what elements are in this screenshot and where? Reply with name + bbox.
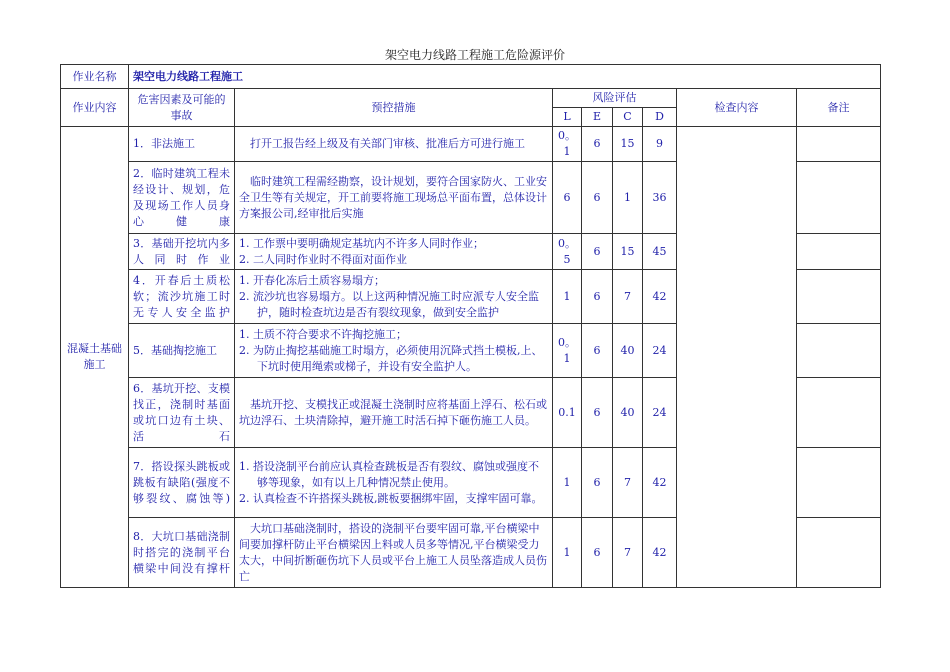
- risk-e-value: 6: [582, 162, 613, 234]
- risk-d-value: 9: [643, 127, 677, 162]
- measure-line: 2. 为防止掏挖基础施工时塌方，必须使用沉降式挡土模板,上、下坑时使用绳索或梯子，并设有安全监护人。: [239, 343, 543, 373]
- risk-l-value: 0.1: [553, 378, 582, 448]
- remark-cell: [797, 324, 881, 378]
- risk-l-value: 0。1: [553, 127, 582, 162]
- risk-d-value: 45: [643, 234, 677, 270]
- header-remark: 备注: [797, 89, 881, 127]
- hazard-cell: 8．大坑口基础浇制时搭完的浇制平台横梁中间没有撑杆: [129, 518, 235, 588]
- risk-d-value: 42: [643, 448, 677, 518]
- risk-l-value: 6: [553, 162, 582, 234]
- hazard-cell: 7．搭设探头跳板或跳板有缺陷(强度不够裂纹、腐蚀等): [129, 448, 235, 518]
- risk-c-value: 7: [613, 448, 643, 518]
- measures-cell: [235, 378, 553, 448]
- measures-cell: [235, 448, 553, 518]
- measure-line: 2. 流沙坑也容易塌方。以上这两种情况施工时应派专人安全监护，随时检查坑边是否有裂纹现象，做到安全监护: [239, 289, 539, 319]
- risk-d-value: 42: [643, 518, 677, 588]
- header-risk-evaluation: 风险评估: [553, 89, 677, 108]
- remark-cell: [797, 378, 881, 448]
- remark-cell: [797, 270, 881, 324]
- measure-line: 打开工报告经上级及有关部门审核、批准后方可进行施工: [250, 137, 525, 150]
- risk-l-value: 0。1: [553, 324, 582, 378]
- remark-cell: [797, 518, 881, 588]
- risk-e-value: 6: [582, 448, 613, 518]
- measure-line: 大坑口基础浇制时，搭设的浇制平台要牢固可靠,平台横梁中间要加撑杆防止平台横梁因上料或人员多等情况,平台横梁受力太大，中间折断砸伤坑下人员或平台上施工人员坠落造成人员伤亡: [239, 521, 547, 583]
- risk-c-value: 7: [613, 518, 643, 588]
- check-content-cell: [677, 127, 797, 588]
- measures-cell: [235, 518, 553, 588]
- risk-l-value: 0。5: [553, 234, 582, 270]
- risk-e-value: 6: [582, 270, 613, 324]
- measures-cell: [235, 324, 553, 378]
- job-name-value: 架空电力线路工程施工: [129, 65, 881, 89]
- header-row: [61, 89, 881, 108]
- hazard-cell: 1．非法施工: [129, 127, 235, 162]
- job-content-cell: 混凝土基础施工: [61, 127, 129, 588]
- measure-line: 2. 二人同时作业时不得面对面作业: [239, 252, 407, 266]
- measures-cell: [235, 162, 553, 234]
- measures-cell: [235, 270, 553, 324]
- remark-cell: [797, 162, 881, 234]
- header-D: D: [643, 108, 677, 127]
- risk-l-value: 1: [553, 270, 582, 324]
- job-name-label: 作业名称: [61, 65, 129, 89]
- risk-e-value: 6: [582, 324, 613, 378]
- remark-cell: [797, 127, 881, 162]
- header-check-content: 检查内容: [677, 89, 797, 127]
- risk-d-value: 24: [643, 378, 677, 448]
- hazard-evaluation-table: [60, 64, 881, 588]
- table-row: [61, 127, 881, 162]
- header-job-content: 作业内容: [61, 89, 129, 127]
- risk-e-value: 6: [582, 378, 613, 448]
- header-E: E: [582, 108, 613, 127]
- measure-line: 1. 土质不符合要求不许掏挖施工；: [239, 327, 407, 341]
- measures-cell: [235, 234, 553, 270]
- hazard-cell: 2．临时建筑工程未经设计、规划，危及现场工作人员身心健康: [129, 162, 235, 234]
- measure-line: 1. 工作票中要明确规定基坑内不许多人同时作业；: [239, 236, 484, 250]
- hazard-cell: 6．基坑开挖、支模找正，浇制时基面或坑口边有土块、活石: [129, 378, 235, 448]
- header-C: C: [613, 108, 643, 127]
- risk-c-value: 1: [613, 162, 643, 234]
- hazard-cell: 5．基础掏挖施工: [129, 324, 235, 378]
- job-name-row: [61, 65, 881, 89]
- risk-e-value: 6: [582, 127, 613, 162]
- remark-cell: [797, 234, 881, 270]
- risk-c-value: 40: [613, 378, 643, 448]
- header-hazard: 危害因素及可能的事故: [129, 89, 235, 127]
- page-title: 架空电力线路工程施工危险源评价: [384, 48, 565, 62]
- risk-d-value: 36: [643, 162, 677, 234]
- risk-l-value: 1: [553, 448, 582, 518]
- hazard-cell: 3．基础开挖坑内多人同时作业: [129, 234, 235, 270]
- header-measures: 预控措施: [235, 89, 553, 127]
- risk-c-value: 40: [613, 324, 643, 378]
- remark-cell: [797, 448, 881, 518]
- risk-l-value: 1: [553, 518, 582, 588]
- risk-c-value: 7: [613, 270, 643, 324]
- hazard-cell: 4．开春后土质松软；流沙坑施工时无专人安全监护: [129, 270, 235, 324]
- measures-cell: [235, 127, 553, 162]
- risk-c-value: 15: [613, 234, 643, 270]
- measure-line: 1. 搭设浇制平台前应认真检查跳板是否有裂纹、腐蚀或强度不够等现象，如有以上几种情况禁止使用。: [239, 459, 539, 489]
- measure-line: 1. 开春化冻后土质容易塌方；: [239, 273, 385, 287]
- measure-line: 2. 认真检查不许搭探头跳板,跳板要捆绑牢固，支撑牢固可靠。: [239, 491, 543, 505]
- risk-e-value: 6: [582, 518, 613, 588]
- header-L: L: [553, 108, 582, 127]
- risk-d-value: 42: [643, 270, 677, 324]
- measure-line: 临时建筑工程需经勘察，设计规划，要符合国家防火、工业安全卫生等有关规定，开工前要将施工现场总平面布置，总体设计方案报公司,经审批后实施: [239, 174, 547, 220]
- risk-c-value: 15: [613, 127, 643, 162]
- risk-e-value: 6: [582, 234, 613, 270]
- risk-d-value: 24: [643, 324, 677, 378]
- measure-line: 基坑开挖、支模找正或混凝土浇制时应将基面上浮石、松石或坑边浮石、土块清除掉，避开施工时活石掉下砸伤施工人员。: [239, 397, 547, 427]
